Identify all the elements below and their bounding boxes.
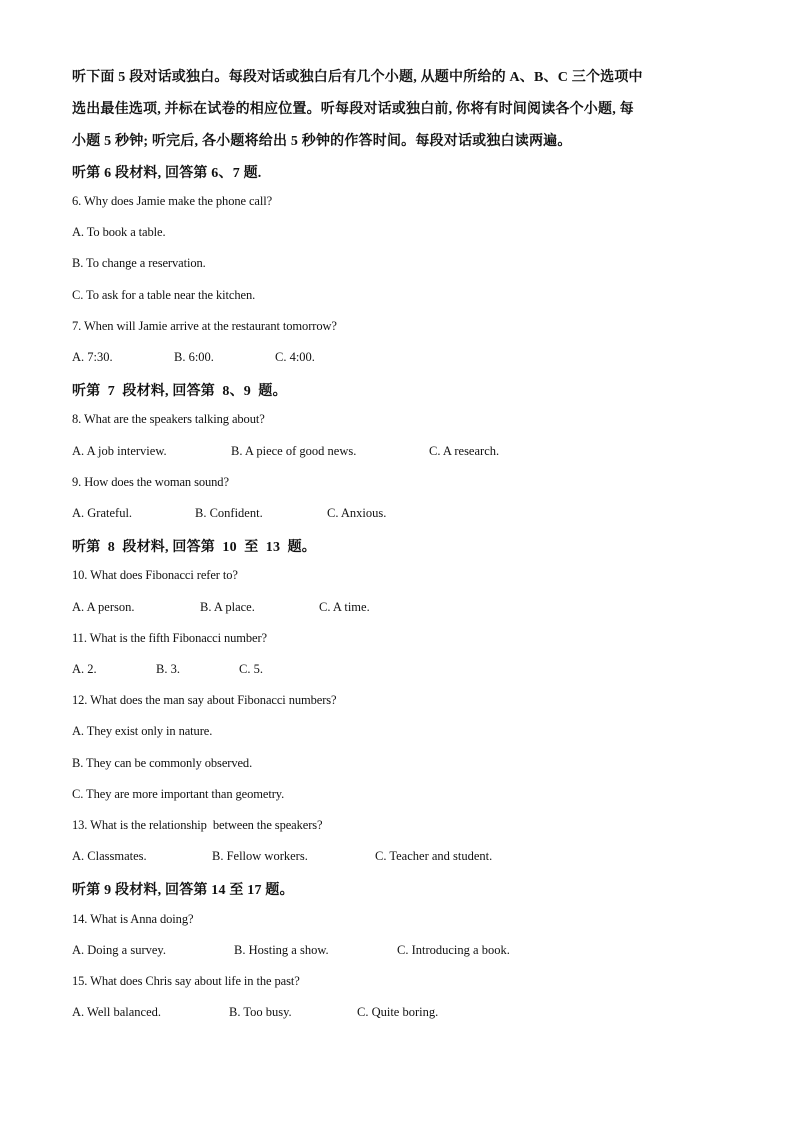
answer-option: A. 7:30. [72, 350, 113, 364]
answer-option: B. To change a reservation. [72, 256, 206, 270]
question-stem: 6. Why does Jamie make the phone call? [72, 194, 273, 208]
question-stem: 12. What does the man say about Fibonacci numbers? [72, 693, 337, 707]
answer-option: C. Anxious. [327, 506, 387, 520]
answer-option: C. Quite boring. [357, 1005, 439, 1019]
answer-option: C. A research. [429, 444, 500, 458]
answer-option: C. A time. [319, 600, 370, 614]
answer-option: A. A job interview. [72, 444, 167, 458]
answer-option: C. Teacher and student. [375, 849, 493, 863]
answer-option: C. They are more important than geometry. [72, 787, 285, 801]
section-heading: 听第 7 段材料, 回答第 8、9 题。 [72, 384, 287, 399]
answer-option: B. Too busy. [229, 1005, 292, 1019]
answer-option: B. A place. [200, 600, 255, 614]
answer-option: B. Hosting a show. [234, 943, 329, 957]
answer-option: A. Doing a survey. [72, 943, 166, 957]
question-stem: 9. How does the woman sound? [72, 475, 229, 489]
question-stem: 11. What is the fifth Fibonacci number? [72, 631, 268, 645]
answer-option: C. 5. [239, 662, 263, 676]
answer-option: A. 2. [72, 662, 97, 676]
answer-option: A. They exist only in nature. [72, 724, 213, 738]
answer-option: A. Grateful. [72, 506, 133, 520]
instructions-line-2: 选出最佳选项, 并标在试卷的相应位置。听每段对话或独白前, 你将有时间阅读各个小题, 每 [72, 102, 634, 117]
answer-option: A. Well balanced. [72, 1005, 162, 1019]
answer-option: C. 4:00. [275, 350, 315, 364]
question-stem: 14. What is Anna doing? [72, 912, 194, 926]
instructions-line-1: 听下面 5 段对话或独白。每段对话或独白后有几个小题, 从题中所给的 A、B、C 三个选项中 [72, 70, 643, 85]
answer-option: B. Fellow workers. [212, 849, 308, 863]
answer-option: A. To book a table. [72, 225, 166, 239]
answer-option: B. 6:00. [174, 350, 214, 364]
answer-option: C. To ask for a table near the kitchen. [72, 288, 256, 302]
section-heading: 听第 8 段材料, 回答第 10 至 13 题。 [72, 540, 316, 555]
question-stem: 7. When will Jamie arrive at the restaurant tomorrow? [72, 319, 337, 333]
answer-option: B. They can be commonly observed. [72, 756, 253, 770]
question-stem: 13. What is the relationship between the speakers? [72, 818, 323, 832]
answer-option: A. A person. [72, 600, 135, 614]
answer-option: B. A piece of good news. [231, 444, 357, 458]
answer-option: C. Introducing a book. [397, 943, 510, 957]
section-heading: 听第 6 段材料, 回答第 6、7 题. [72, 166, 262, 181]
answer-option: B. 3. [156, 662, 180, 676]
question-stem: 15. What does Chris say about life in the past? [72, 974, 300, 988]
answer-option: A. Classmates. [72, 849, 147, 863]
section-heading: 听第 9 段材料, 回答第 14 至 17 题。 [72, 883, 294, 898]
question-stem: 8. What are the speakers talking about? [72, 412, 265, 426]
question-stem: 10. What does Fibonacci refer to? [72, 568, 238, 582]
answer-option: B. Confident. [195, 506, 263, 520]
instructions-line-3: 小题 5 秒钟; 听完后, 各小题将给出 5 秒钟的作答时间。每段对话或独白读两遍。 [72, 134, 572, 149]
